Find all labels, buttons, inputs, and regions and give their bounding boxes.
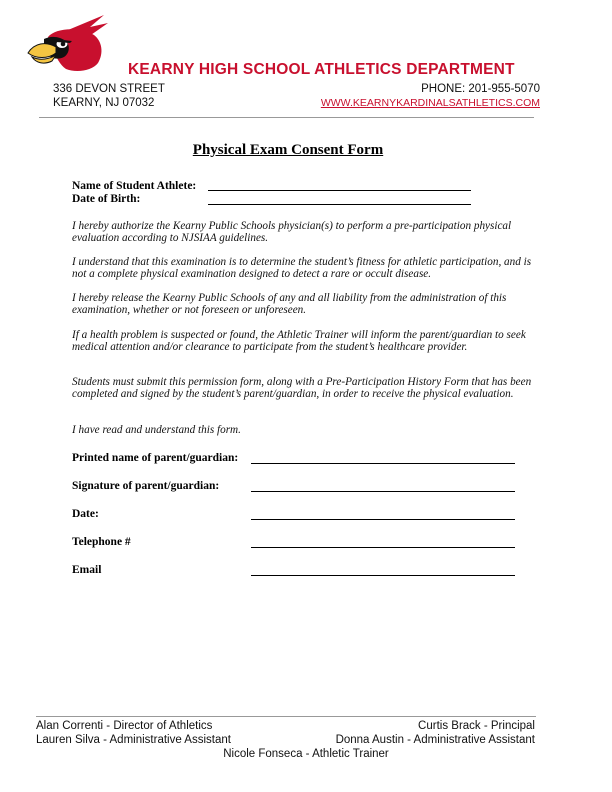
consent-paragraph: Students must submit this permission form, along with a Pre-Participation History Form that has been completed and signed by the student’s parent/guardian, in order to receive the physical evaluation. — [72, 376, 532, 400]
signature-line[interactable] — [251, 491, 515, 492]
phone-number: PHONE: 201-955-5070 — [421, 83, 540, 95]
student-name-line[interactable] — [208, 190, 471, 191]
footer-admin-assistant: Donna Austin - Administrative Assistant — [335, 734, 535, 746]
footer-director: Alan Correnti - Director of Athletics — [36, 720, 213, 732]
signature-label: Signature of parent/guardian: — [72, 480, 220, 492]
printed-name-line[interactable] — [251, 463, 515, 464]
student-name-label: Name of Student Athlete: — [72, 180, 197, 192]
date-line[interactable] — [251, 519, 515, 520]
date-label: Date: — [72, 508, 99, 520]
department-heading: KEARNY HIGH SCHOOL ATHLETICS DEPARTMENT — [128, 61, 515, 78]
consent-paragraph: If a health problem is suspected or found, the Athletic Trainer will inform the parent/guardian to seek medical attention and/or clearance to participate from the student’s healthcare provider. — [72, 329, 526, 353]
dob-label: Date of Birth: — [72, 193, 141, 205]
form-title: Physical Exam Consent Form — [192, 142, 384, 158]
consent-paragraph: I hereby authorize the Kearny Public Schools physician(s) to perform a pre-participation physical evaluation according to NJSIAA guidelines. — [72, 220, 512, 244]
email-label: Email — [72, 564, 102, 576]
telephone-line[interactable] — [251, 547, 515, 548]
consent-paragraph: I have read and understand this form. — [72, 424, 241, 436]
printed-name-label: Printed name of parent/guardian: — [72, 452, 239, 464]
cardinal-bird-icon — [26, 13, 110, 73]
city-address: KEARNY, NJ 07032 — [53, 97, 155, 109]
street-address: 336 DEVON STREET — [53, 83, 165, 95]
footer-divider — [36, 716, 536, 717]
website-link[interactable]: WWW.KEARNYKARDINALSATHLETICS.COM — [320, 97, 540, 109]
dob-line[interactable] — [208, 204, 471, 205]
footer-admin-assistant: Lauren Silva - Administrative Assistant — [36, 734, 231, 746]
footer-principal: Curtis Brack - Principal — [418, 720, 535, 732]
footer-athletic-trainer: Nicole Fonseca - Athletic Trainer — [223, 748, 389, 760]
consent-paragraph: I hereby release the Kearny Public Schools of any and all liability from the administration of this examination, whether or not foreseen or unforeseen. — [72, 292, 507, 316]
header-divider — [39, 117, 534, 118]
telephone-label: Telephone # — [72, 536, 131, 548]
email-line[interactable] — [251, 575, 515, 576]
consent-paragraph: I understand that this examination is to determine the student’s fitness for athletic participation, and is not a complete physical examination designed to detect a rare or occult disease. — [72, 256, 532, 280]
